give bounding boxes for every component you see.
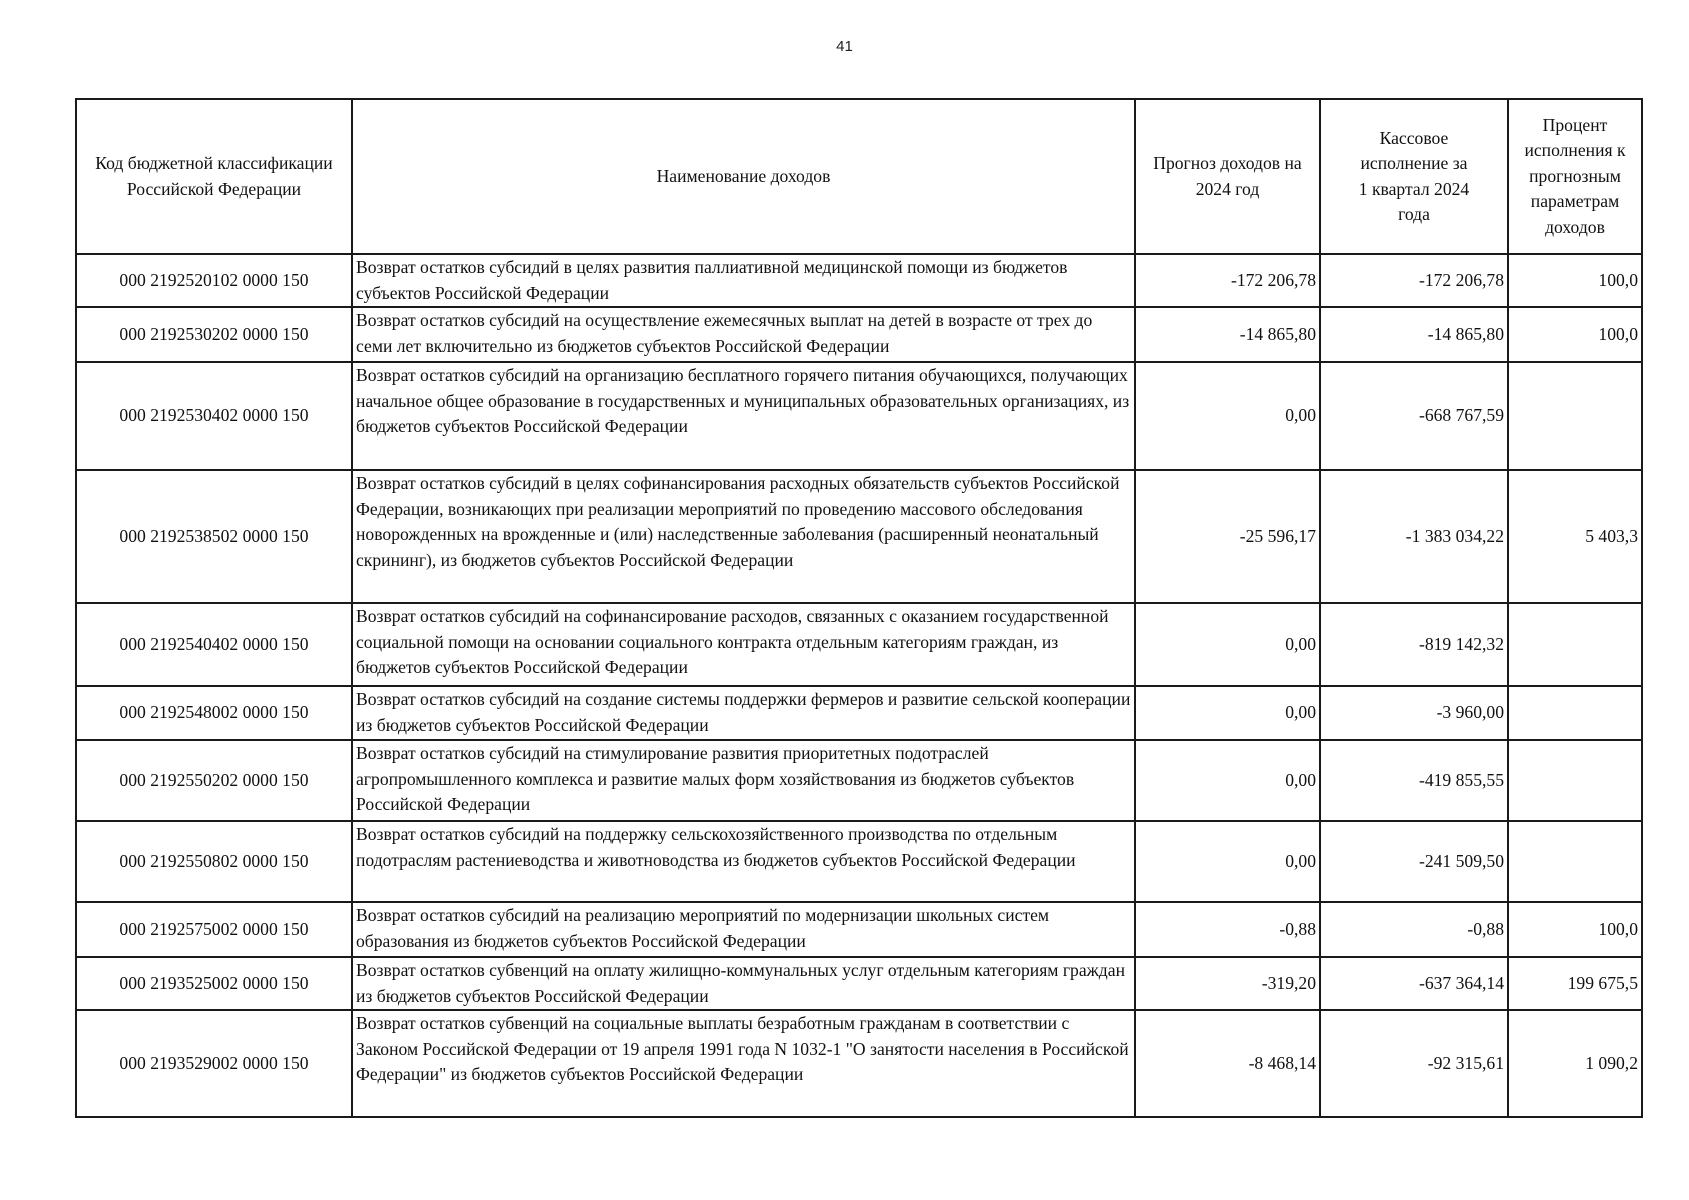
row-execution: -1 383 034,22 [1320,470,1508,603]
table-row [76,254,1642,307]
row-forecast: 0,00 [1135,821,1320,902]
row-execution: -637 364,14 [1320,957,1508,1010]
row-name: Возврат остатков субсидий на осуществление ежемесячных выплат на детей в возрасте от трех до семи лет включительно из бюджетов субъектов Российской Федерации [352,307,1135,362]
header-percent: Процент исполнения к прогнозным параметрам доходов [1508,99,1642,254]
table-row [76,362,1642,470]
row-name: Возврат остатков субсидий на организацию бесплатного горячего питания обучающихся, получающих начальное общее образование в государственных и муниципальных образовательных организациях, из бюджетов субъектов Российской Федерации [352,362,1135,470]
table-row [76,902,1642,957]
row-forecast: -25 596,17 [1135,470,1320,603]
row-percent: 199 675,5 [1508,957,1642,1010]
table-row [76,957,1642,1010]
row-percent: 5 403,3 [1508,470,1642,603]
row-name: Возврат остатков субвенций на социальные выплаты безработным гражданам в соответствии с Законом Российской Федерации от 19 апреля 1991 года N 1032-1 "О занятости населения в Российской Федерации" из бюджетов субъектов Российской Федерации [352,1010,1135,1117]
row-code: 000 2192550202 0000 150 [76,740,352,821]
row-code: 000 2192575002 0000 150 [76,902,352,957]
row-code: 000 2192530202 0000 150 [76,307,352,362]
header-code: Код бюджетной классификации Российской Федерации [76,99,352,254]
row-code: 000 2192540402 0000 150 [76,603,352,686]
row-forecast: -172 206,78 [1135,254,1320,307]
row-execution: -14 865,80 [1320,307,1508,362]
row-name: Возврат остатков субсидий на поддержку сельскохозяйственного производства по отдельным подотраслям растениеводства и животноводства из бюджетов субъектов Российской Федерации [352,821,1135,902]
row-percent [1508,821,1642,902]
row-code: 000 2193525002 0000 150 [76,957,352,1010]
row-name: Возврат остатков субсидий на реализацию мероприятий по модернизации школьных систем образования из бюджетов субъектов Российской Федерации [352,902,1135,957]
row-percent [1508,686,1642,740]
row-forecast: 0,00 [1135,362,1320,470]
table-row [76,307,1642,362]
table-row [76,740,1642,821]
row-name: Возврат остатков субсидий в целях софинансирования расходных обязательств субъектов Российской Федерации, возникающих при реализации мероприятий по проведению массового обследования новорожденных на врожденные и (или) наследственные заболевания (расширенный неонатальный скрининг), из бюджетов субъектов Российской Федерации [352,470,1135,603]
row-forecast: -8 468,14 [1135,1010,1320,1117]
row-percent: 1 090,2 [1508,1010,1642,1117]
row-execution: -3 960,00 [1320,686,1508,740]
row-execution: -668 767,59 [1320,362,1508,470]
row-percent [1508,740,1642,821]
table-row [76,1010,1642,1117]
row-percent [1508,603,1642,686]
row-code: 000 2192530402 0000 150 [76,362,352,470]
row-code: 000 2192548002 0000 150 [76,686,352,740]
table-header-row [76,99,1642,254]
row-code: 000 2192550802 0000 150 [76,821,352,902]
row-code: 000 2192520102 0000 150 [76,254,352,307]
row-execution: -819 142,32 [1320,603,1508,686]
row-execution: -92 315,61 [1320,1010,1508,1117]
row-percent: 100,0 [1508,254,1642,307]
row-code: 000 2193529002 0000 150 [76,1010,352,1117]
table-row [76,686,1642,740]
row-percent: 100,0 [1508,902,1642,957]
row-name: Возврат остатков субсидий в целях развития паллиативной медицинской помощи из бюджетов субъектов Российской Федерации [352,254,1135,307]
table-row [76,821,1642,902]
page-number: 41 [836,38,853,55]
row-name: Возврат остатков субсидий на софинансирование расходов, связанных с оказанием государственной социальной помощи на основании социального контракта отдельным категориям граждан, из бюджетов субъектов Российской Федерации [352,603,1135,686]
row-name: Возврат остатков субсидий на стимулирование развития приоритетных подотраслей агропромышленного комплекса и развитие малых форм хозяйствования из бюджетов субъектов Российской Федерации [352,740,1135,821]
row-execution: -241 509,50 [1320,821,1508,902]
row-forecast: -319,20 [1135,957,1320,1010]
row-forecast: -0,88 [1135,902,1320,957]
row-execution: -419 855,55 [1320,740,1508,821]
row-percent [1508,362,1642,470]
row-percent: 100,0 [1508,307,1642,362]
table-row [76,603,1642,686]
header-forecast: Прогноз доходов на 2024 год [1135,99,1320,254]
row-forecast: -14 865,80 [1135,307,1320,362]
row-name: Возврат остатков субсидий на создание системы поддержки фермеров и развитие сельской кооперации из бюджетов субъектов Российской Федерации [352,686,1135,740]
header-name: Наименование доходов [352,99,1135,254]
revenue-table [75,98,1643,1118]
row-name: Возврат остатков субвенций на оплату жилищно-коммунальных услуг отдельным категориям граждан из бюджетов субъектов Российской Федерации [352,957,1135,1010]
row-execution: -172 206,78 [1320,254,1508,307]
row-forecast: 0,00 [1135,740,1320,821]
row-forecast: 0,00 [1135,686,1320,740]
row-forecast: 0,00 [1135,603,1320,686]
header-execution: Кассовое исполнение за 1 квартал 2024 года [1320,99,1508,254]
table-row [76,470,1642,603]
row-execution: -0,88 [1320,902,1508,957]
row-code: 000 2192538502 0000 150 [76,470,352,603]
